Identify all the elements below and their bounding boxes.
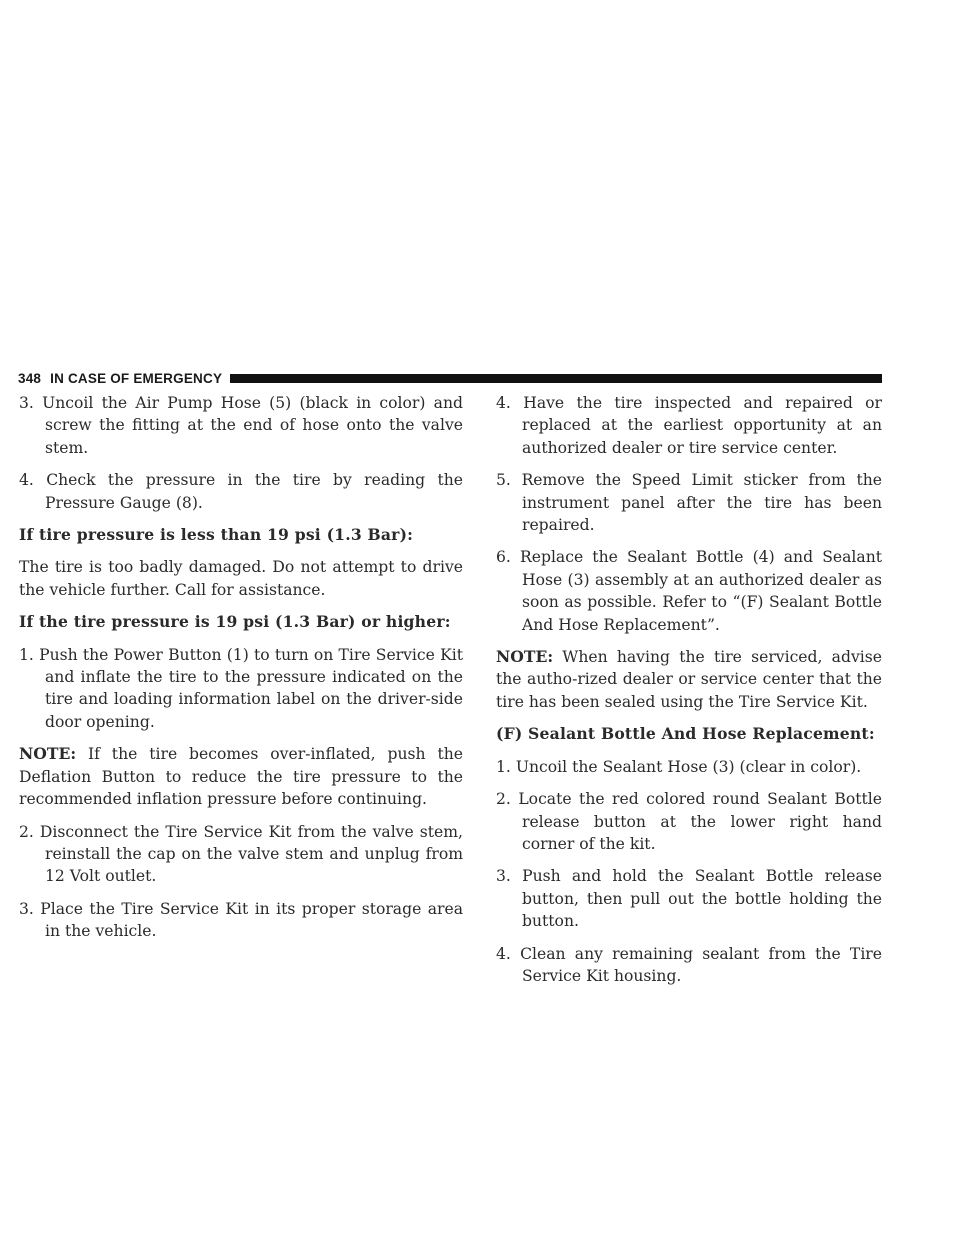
section-title: IN CASE OF EMERGENCY bbox=[50, 370, 223, 386]
note-label: NOTE: bbox=[19, 744, 77, 764]
f-step-1-uncoil-hose: 1. Uncoil the Sealant Hose (3) (clear in color). bbox=[496, 757, 862, 776]
page-header bbox=[18, 370, 882, 386]
note-text: If the tire becomes over-inflated, push the Deflation Button to reduce the tire pressure to the recommended inflation pressure before continuing. bbox=[19, 745, 463, 809]
heading-pressure-low: If tire pressure is less than 19 psi (1.3 Bar): bbox=[19, 525, 414, 545]
step-6-replace-bottle: 6. Replace the Sealant Bottle (4) and Sealant Hose (3) assembly at an authorized dealer as soon as possible. Refer to “(F) Sealant Bottle And Hose Replacement”. bbox=[496, 548, 882, 634]
left-column bbox=[19, 392, 463, 953]
heading-pressure-ok: If the tire pressure is 19 psi (1.3 Bar) or higher: bbox=[19, 612, 451, 632]
step-4-check-pressure: 4. Check the pressure in the tire by reading the Pressure Gauge (8). bbox=[19, 471, 463, 512]
note-over-inflated bbox=[19, 743, 463, 810]
step-5-remove-sticker: 5. Remove the Speed Limit sticker from the instrument panel after the tire has been repaired. bbox=[496, 471, 882, 535]
step-3-store-kit: 3. Place the Tire Service Kit in its proper storage area in the vehicle. bbox=[19, 899, 463, 941]
header-rule bbox=[230, 374, 882, 383]
paragraph-tire-damaged: The tire is too badly damaged. Do not attempt to drive the vehicle further. Call for assistance. bbox=[19, 558, 463, 599]
step-3-air-pump-hose: 3. Uncoil the Air Pump Hose (5) (black in color) and screw the fitting at the end of hose onto the valve stem. bbox=[19, 394, 463, 457]
f-step-3-remove-bottle: 3. Push and hold the Sealant Bottle release button, then pull out the bottle holding the button. bbox=[496, 867, 882, 931]
step-2-disconnect-kit: 2. Disconnect the Tire Service Kit from the valve stem, reinstall the cap on the valve stem and unplug from 12 Volt outlet. bbox=[19, 822, 463, 886]
page-number: 348 bbox=[18, 370, 42, 386]
right-column bbox=[496, 392, 882, 997]
f-step-4-clean-housing: 4. Clean any remaining sealant from the Tire Service Kit housing. bbox=[496, 944, 882, 985]
note-label: NOTE: bbox=[496, 647, 554, 667]
step-4-inspect-tire: 4. Have the tire inspected and repaired or replaced at the earliest opportunity at an authorized dealer or tire service center. bbox=[496, 394, 882, 457]
f-step-2-locate-button: 2. Locate the red colored round Sealant Bottle release button at the lower right hand corner of the kit. bbox=[496, 790, 882, 853]
heading-bottle-replacement: (F) Sealant Bottle And Hose Replacement: bbox=[496, 724, 875, 744]
step-1-power-button: 1. Push the Power Button (1) to turn on Tire Service Kit and inflate the tire to the pressure indicated on the tire and loading information label on the driver-side door opening. bbox=[19, 645, 463, 731]
note-tire-sealed bbox=[496, 646, 882, 713]
note-text: When having the tire serviced, advise the autho-rized dealer or service center that the tire has been sealed using the Tire Service Kit. bbox=[496, 648, 882, 711]
